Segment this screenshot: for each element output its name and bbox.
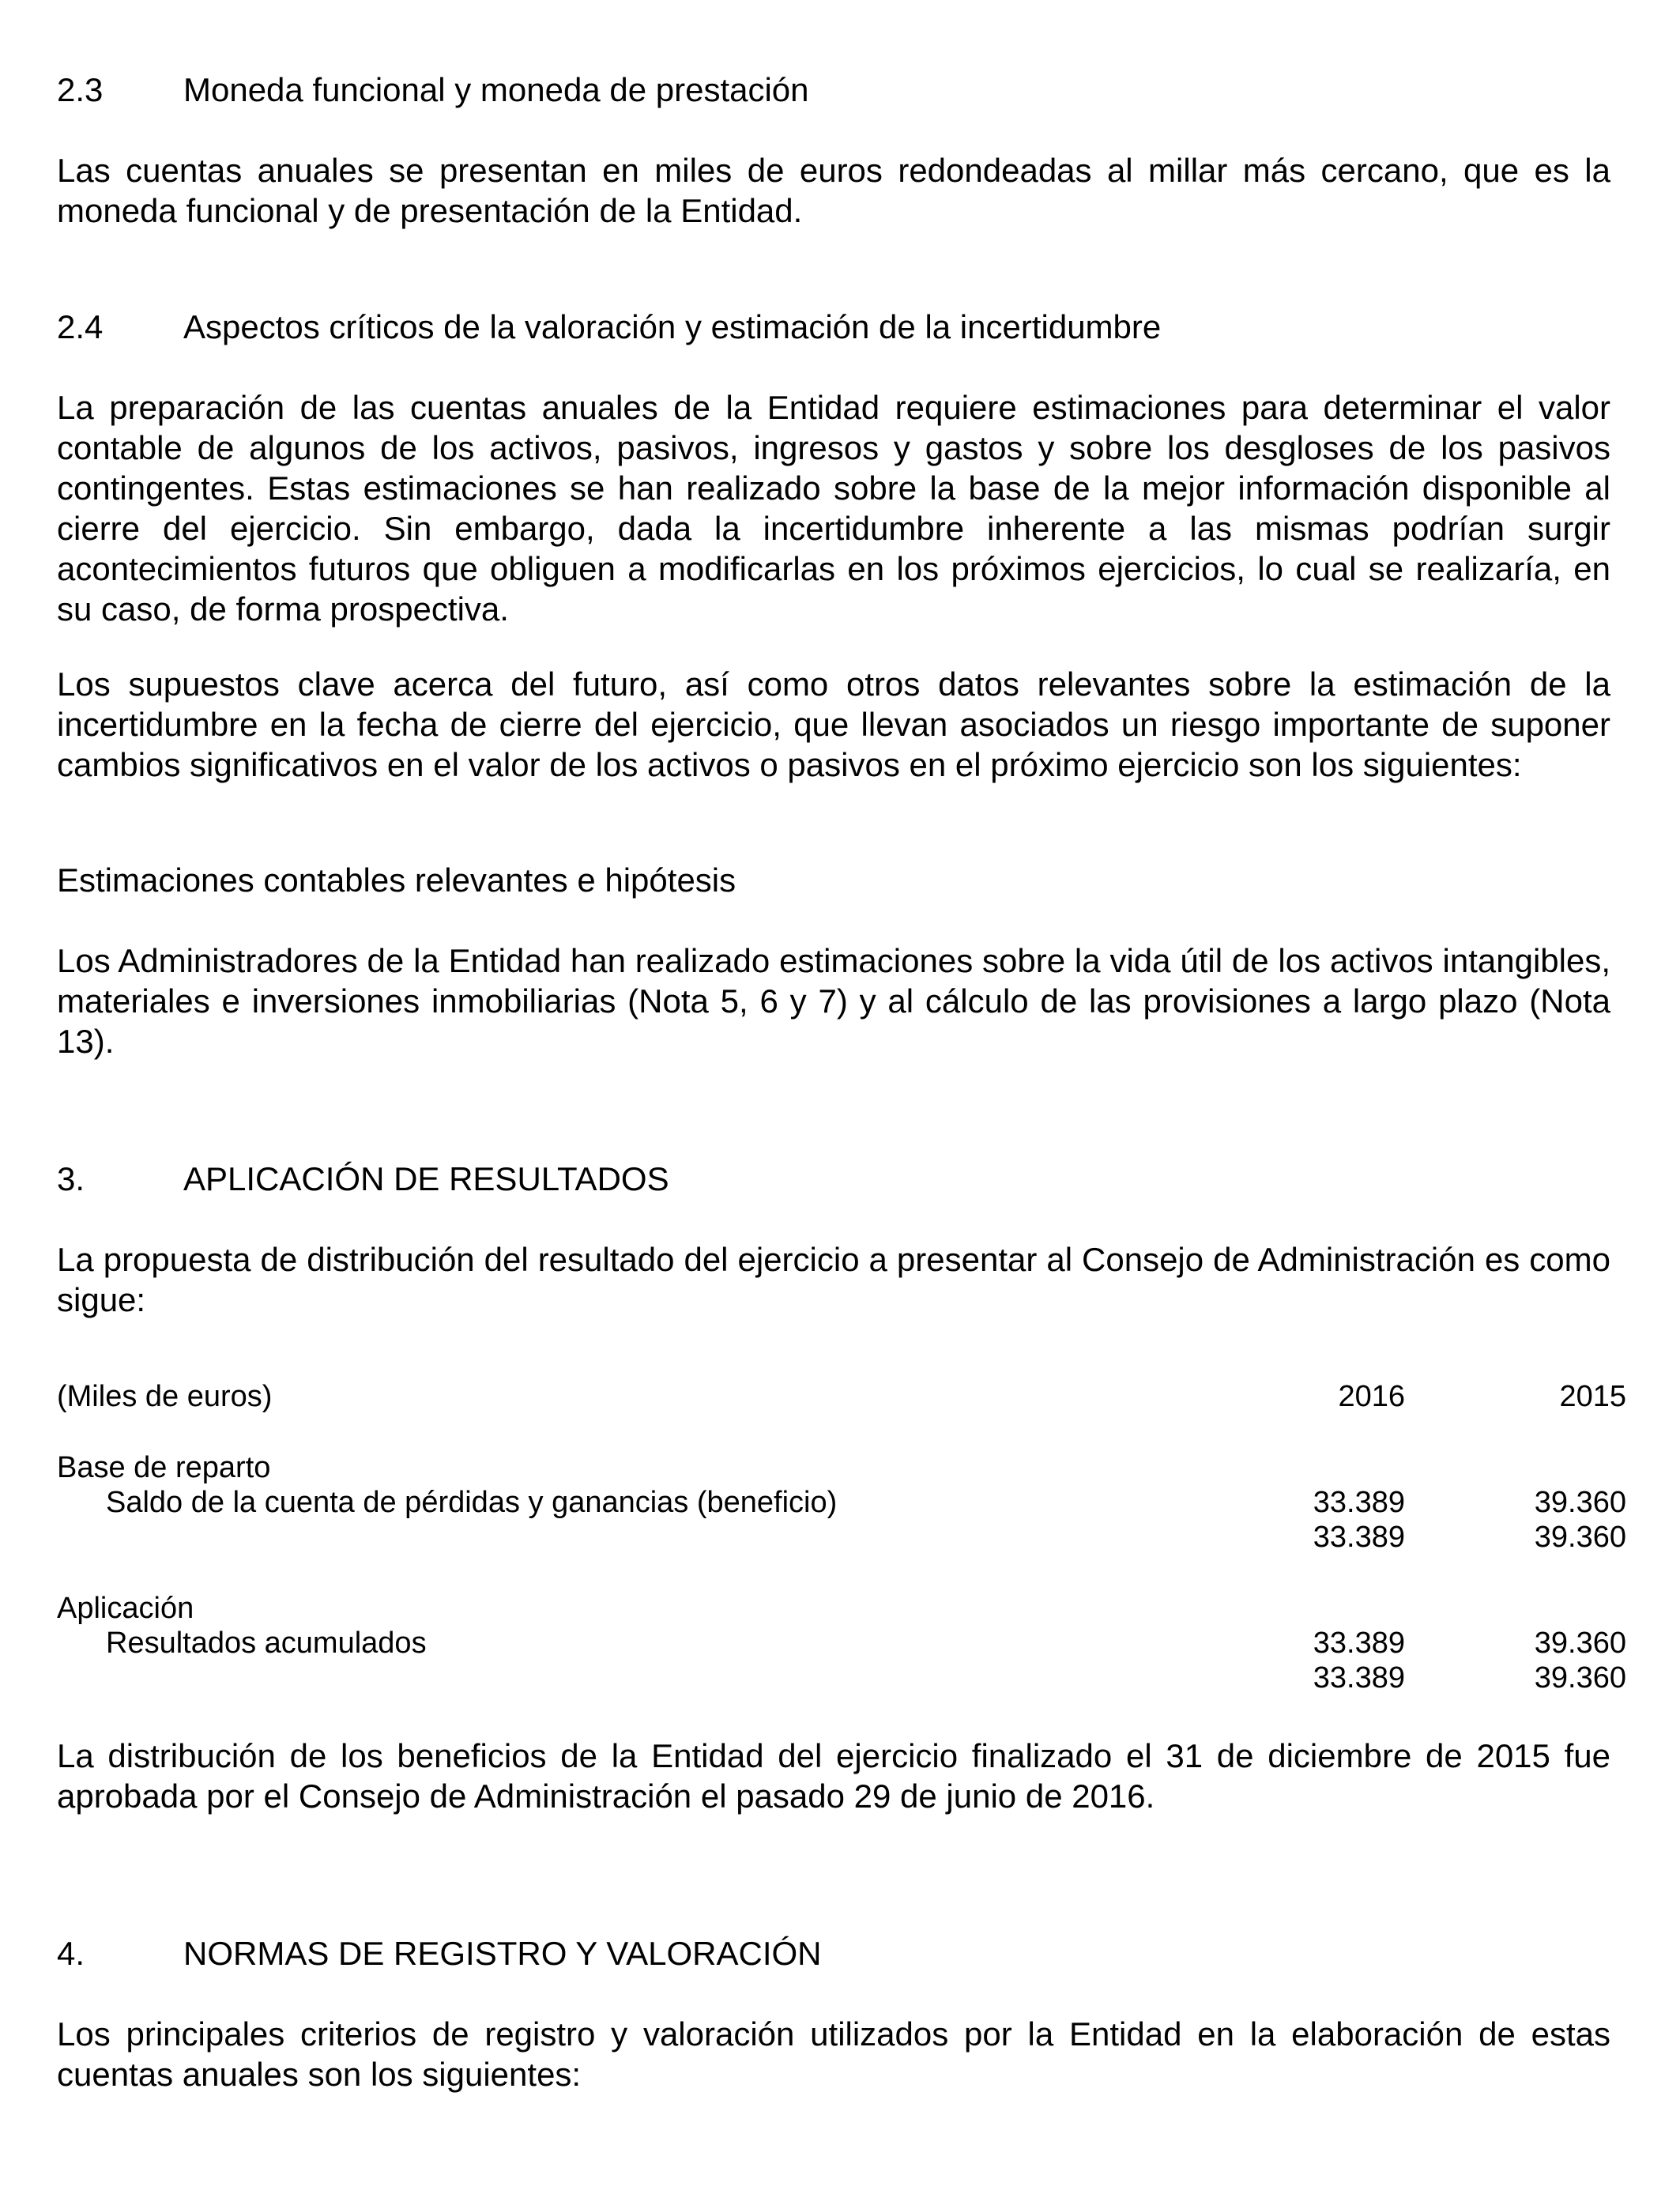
section-3-heading: [57, 1159, 669, 1200]
section-2-4-heading: [57, 307, 1161, 348]
cell-2015: 39.360: [1534, 1486, 1626, 1519]
cell-2015: 39.360: [1534, 1521, 1626, 1554]
table-group-label: [57, 1449, 1637, 1486]
document-page: [57, 0, 1637, 2194]
paragraph: Los principales criterios de registro y valoración utilizados por la Entidad en la elaboración de estas cuentas anuales son los siguientes:: [57, 2015, 1610, 2093]
section-title: NORMAS DE REGISTRO Y VALORACIÓN: [183, 1935, 822, 1972]
cell-2016: 33.389: [1313, 1486, 1405, 1519]
paragraph: La preparación de las cuentas anuales de la Entidad requiere estimaciones para determinar el valor contable de algunos de los activos, pasivos, ingresos y gastos y sobre los desgloses de los pasivos contingentes. Estas estimaciones se han realizado sobre la base de la mejor información disponible al cierre del ejercicio. Sin embargo, dada la incertidumbre inherente a las mismas podrían surgir acontecimientos futuros que obliguen a modificarlas en los próximos ejercicios, lo cual se realizaría, en su caso, de forma prospectiva.: [57, 389, 1610, 628]
group-label: Aplicación: [57, 1592, 194, 1625]
paragraph: Los Administradores de la Entidad han realizado estimaciones sobre la vida útil de los activos intangibles, materiales e inversiones inmobiliarias (Nota 5, 6 y 7) y al cálculo de las provisiones a largo plazo (Nota 13).: [57, 942, 1610, 1060]
row-label: Resultados acumulados: [106, 1627, 427, 1660]
table-unit-label: (Miles de euros): [57, 1380, 273, 1413]
paragraph: La distribución de los beneficios de la Entidad del ejercicio finalizado el 31 de diciembre de 2015 fue aprobada por el Consejo de Administración el pasado 29 de junio de 2016.: [57, 1737, 1610, 1815]
cell-2015: 39.360: [1534, 1661, 1626, 1695]
paragraph: Las cuentas anuales se presentan en miles de euros redondeadas al millar más cercano, que es la moneda funcional y de presentación de la Entidad.: [57, 152, 1610, 229]
table-total-row: [57, 1660, 1637, 1696]
section-title: Aspectos críticos de la valoración y estimación de la incertidumbre: [183, 308, 1162, 345]
cell-2015: 39.360: [1534, 1627, 1626, 1660]
table-row: [57, 1484, 1637, 1521]
table-row: [57, 1625, 1637, 1661]
section-2-3-heading: [57, 70, 809, 111]
column-header-2015: 2015: [1559, 1380, 1626, 1413]
cell-2016: 33.389: [1313, 1661, 1405, 1695]
group-label: Base de reparto: [57, 1451, 271, 1484]
table-header-row: [57, 1378, 1637, 1415]
table-total-row: [57, 1519, 1637, 1555]
section-4-heading: [57, 1933, 822, 1974]
section-number: 2.4: [57, 308, 104, 345]
cell-2016: 33.389: [1313, 1521, 1405, 1554]
cell-2016: 33.389: [1313, 1627, 1405, 1660]
row-label: Saldo de la cuenta de pérdidas y ganancias (beneficio): [106, 1486, 838, 1519]
table-group-label: [57, 1590, 1637, 1627]
subheading: Estimaciones contables relevantes e hipótesis: [57, 861, 736, 899]
section-number: 3.: [57, 1160, 85, 1197]
column-header-2016: 2016: [1338, 1380, 1405, 1413]
section-number: 4.: [57, 1935, 85, 1972]
section-title: APLICACIÓN DE RESULTADOS: [183, 1160, 669, 1197]
section-number: 2.3: [57, 71, 104, 108]
section-title: Moneda funcional y moneda de prestación: [183, 71, 809, 108]
paragraph: La propuesta de distribución del resultado del ejercicio a presentar al Consejo de Administración es como sigue:: [57, 1241, 1610, 1318]
paragraph: Los supuestos clave acerca del futuro, así como otros datos relevantes sobre la estimación de la incertidumbre en la fecha de cierre del ejercicio, que llevan asociados un riesgo importante de suponer cambios significativos en el valor de los activos o pasivos en el próximo ejercicio son los siguientes:: [57, 665, 1610, 783]
